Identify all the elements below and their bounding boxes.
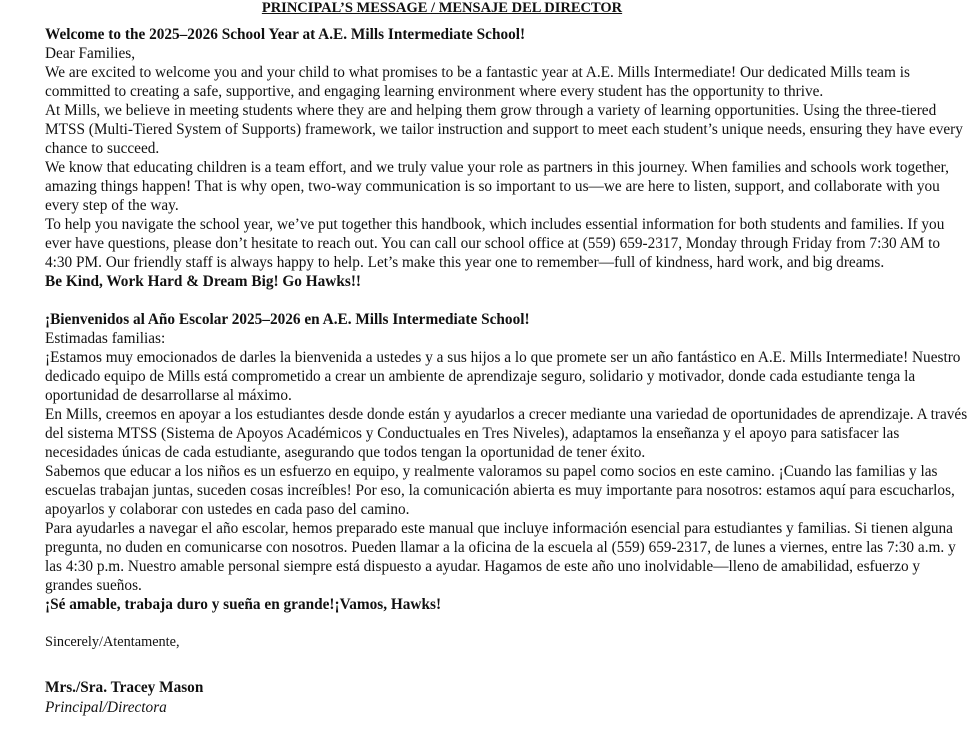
english-salutation: Dear Families, [45, 45, 136, 62]
english-paragraph-2: At Mills, we believe in meeting students where they are and helping them grow through a variety of learning opportunities. Using the three-tiered MTSS (Multi-Tiered System of Supports) framework, we tailor instruction and support to meet each student’s unique needs, ensuring they have every chance to succeed. [45, 102, 963, 157]
letter-body [45, 25, 970, 718]
signature-spacer [45, 652, 970, 678]
section-spacer [45, 291, 970, 310]
signature-name: Mrs./Sra. Tracey Mason [45, 679, 204, 696]
spanish-title: ¡Bienvenidos al Año Escolar 2025–2026 en A.E. Mills Intermediate School! [45, 311, 530, 328]
spanish-salutation: Estimadas familias: [45, 330, 166, 347]
spanish-paragraph-2: En Mills, creemos en apoyar a los estudiantes desde donde están y ayudarlos a crecer mediante una variedad de oportunidades de aprendizaje. A través del sistema MTSS (Sistema de Apoyos Académicos y Conductuales en Tres Niveles), adaptamos la enseñanza y el apoyo para satisfacer las necesidades únicas de cada estudiante, asegurando que todos tengan la oportunidad de tener éxito. [45, 406, 968, 461]
english-motto: Be Kind, Work Hard & Dream Big! Go Hawks!! [45, 273, 362, 290]
page-heading: PRINCIPAL’S MESSAGE / MENSAJE DEL DIRECTOR [261, 0, 623, 16]
signature-title: Principal/Directora [45, 699, 167, 716]
english-title: Welcome to the 2025–2026 School Year at A.E. Mills Intermediate School! [45, 26, 526, 43]
closing-spacer [45, 614, 970, 633]
english-paragraph-4: To help you navigate the school year, we’ve put together this handbook, which includes essential information for both students and families. If you ever have questions, please don’t hesitate to reach out. You can call our school office at (559) 659-2317, Monday through Friday from 7:30 AM to 4:30 PM. Our friendly staff is always happy to help. Let’s make this year one to remember—full of kindness, hard work, and big dreams. [45, 216, 945, 271]
spanish-paragraph-1: ¡Estamos muy emocionados de darles la bienvenida a ustedes y a sus hijos a lo que promete ser un año fantástico en A.E. Mills Intermediate! Nuestro dedicado equipo de Mills está comprometido a crear un ambiente de aprendizaje seguro, solidario y motivador, donde cada estudiante tenga la oportunidad de desarrollarse al máximo. [45, 349, 961, 404]
english-paragraph-3: We know that educating children is a team effort, and we truly value your role as partners in this journey. When families and schools work together, amazing things happen! That is why open, two-way communication is so important to us—we are here to listen, support, and collaborate with you every step of the way. [45, 159, 949, 214]
closing-line: Sincerely/Atentamente, [45, 634, 180, 650]
spanish-motto: ¡Sé amable, trabaja duro y sueña en grande!¡Vamos, Hawks! [45, 596, 442, 613]
spanish-paragraph-3: Sabemos que educar a los niños es un esfuerzo en equipo, y realmente valoramos su papel como socios en este camino. ¡Cuando las familias y las escuelas trabajan juntas, suceden cosas increíbles! Por eso, la comunicación abierta es muy importante para nosotros: estamos aquí para escucharlos, apoyarlos y colaborar con ustedes en cada paso del camino. [45, 463, 955, 518]
english-paragraph-1: We are excited to welcome you and your child to what promises to be a fantastic year at A.E. Mills Intermediate! Our dedicated Mills team is committed to creating a safe, supportive, and engaging learning environment where every student has the opportunity to thrive. [45, 64, 910, 100]
spanish-paragraph-4: Para ayudarles a navegar el año escolar, hemos preparado este manual que incluye información esencial para estudiantes y familias. Si tienen alguna pregunta, no duden en comunicarse con nosotros. Pueden llamar a la oficina de la escuela al (559) 659-2317, de lunes a viernes, entre las 7:30 a.m. y las 4:30 p.m. Nuestro amable personal siempre está dispuesto a ayudar. Hagamos de este año uno inolvidable—lleno de amabilidad, esfuerzo y grandes sueños. [45, 520, 956, 594]
